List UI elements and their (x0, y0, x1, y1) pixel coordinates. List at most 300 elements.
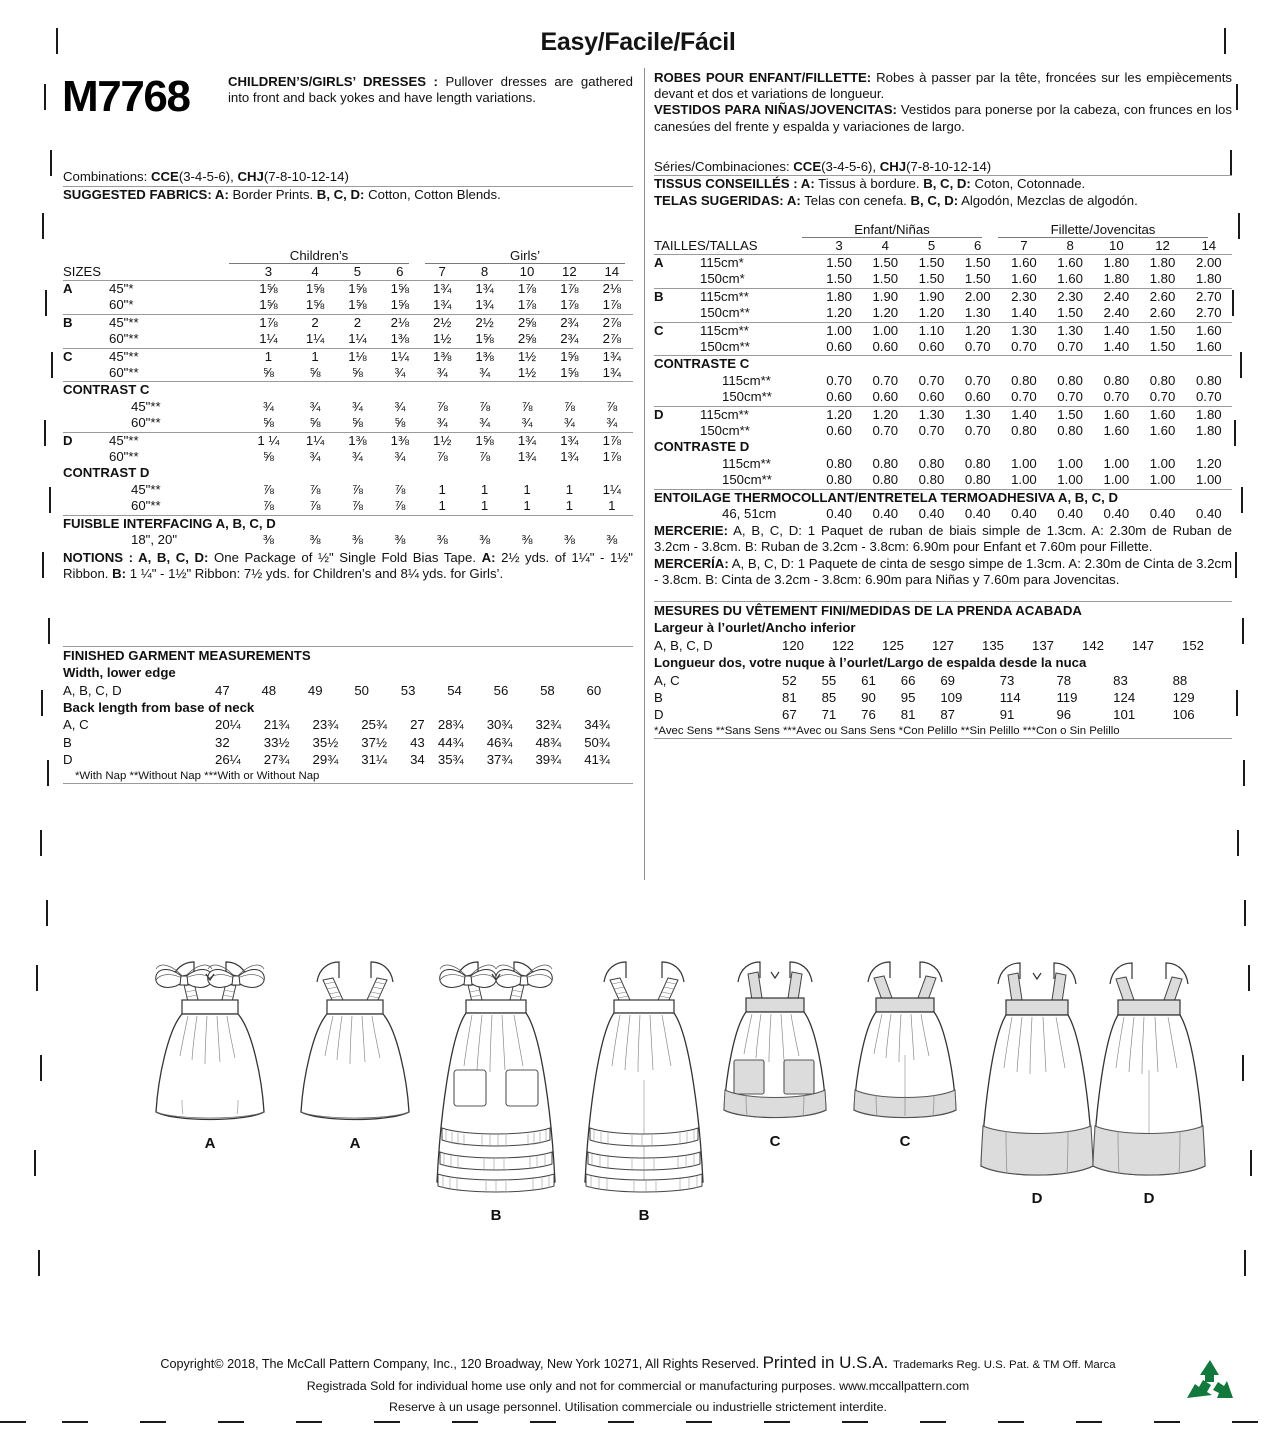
yardage-cell: 1.60 (1093, 406, 1139, 423)
fabric-width-label: 18", 20" (131, 532, 178, 548)
yardage-cell: 1¼ (379, 348, 421, 365)
fgm-cell: 114 (999, 689, 1021, 705)
registration-tick (1244, 1250, 1246, 1276)
crop-mark (608, 1421, 634, 1423)
merceria-body: A, B, C, D: 1 Paquete de cinta de sesgo simpe de 1.3cm. A: 2.30m de Cinta de 3.2cm - 3.8cm. B: Cinta de 3.2cm - 3.8cm: 6.90m para Niñas y 7.60m para Jovencitas. (654, 555, 1232, 588)
yardage-section-label: CONTRAST C (63, 382, 633, 399)
yardage-cell: ¾ (521, 415, 533, 431)
fabric-width-label: 60"** (109, 449, 139, 465)
fabric-width-label: 45"** (109, 314, 243, 331)
view-letter (63, 498, 109, 515)
fabric-width-label: 60"** (109, 365, 139, 381)
view-letter (63, 331, 109, 348)
view-letter (654, 423, 700, 439)
fgm-cell: 135 (982, 637, 1005, 653)
combination-chj: CHJ (237, 169, 264, 185)
fabric-width-label: 45"** (109, 348, 243, 365)
fabrics-bcd-text-fr: Coton, Cotonnade. (970, 176, 1086, 192)
yardage-cell: 1⅞ (602, 449, 621, 465)
fgm-sub-backlength-fr: Longueur dos, votre nuque à l’ourlet/Largo de espalda desde la nuca (654, 655, 1087, 671)
fabric-width-label: 45"* (109, 281, 243, 298)
fgm-cell: 27¾ (263, 752, 290, 768)
spanish-description (654, 102, 1232, 134)
crop-mark (764, 1421, 790, 1423)
yardage-cell: ¾ (351, 398, 363, 414)
fabric-width-label: 115cm** (700, 322, 816, 339)
yardage-cell: 1.00 (1103, 455, 1130, 471)
yardage-cell: 2¾ (560, 331, 579, 347)
yardage-cell: 0.70 (918, 423, 945, 439)
yardage-section-label: FUISBLE INTERFACING A, B, C, D (63, 515, 633, 532)
yardage-cell: 1.40 (1103, 339, 1130, 355)
yardage-cell: 1¼ (259, 331, 278, 347)
fgm-cell: 55 (821, 672, 837, 688)
fgm-cell: 90 (861, 689, 876, 705)
yardage-cell: 1 (523, 481, 531, 497)
french-description-text: Robes à passer par la tête, froncées sur les empiècements devant et dos et variations de longueur. (654, 70, 1232, 102)
yardage-cell: 2⅛ (591, 281, 633, 298)
yardage-cell: ⅞ (563, 398, 575, 414)
fgm-cell: 32¾ (535, 717, 562, 733)
yardage-cell: 1.30 (964, 305, 991, 321)
fgm-cell: 54 (447, 682, 462, 698)
english-description (228, 74, 633, 106)
fgm-cell: 147 (1132, 637, 1155, 653)
fgm-cell: 41¾ (584, 752, 610, 768)
yardage-cell: 1.00 (816, 322, 862, 339)
yardage-cell: 1.00 (1011, 472, 1037, 488)
registration-tick (41, 690, 43, 716)
yardage-cell: 0.80 (872, 455, 899, 471)
yardage-table-imperial (63, 264, 633, 549)
spanish-description-title: VESTIDOS PARA NIÑAS/JOVENCITAS: (654, 102, 897, 118)
crop-mark (140, 1421, 166, 1423)
yardage-cell: 1.80 (1093, 255, 1139, 272)
figure-label: B (638, 1207, 650, 1224)
fgm-cell: 124 (1113, 689, 1136, 705)
registration-tick (40, 1055, 42, 1081)
yardage-cell: 0.80 (964, 472, 991, 488)
fgm-cell: 88 (1172, 672, 1188, 688)
yardage-cell: 1.80 (1149, 271, 1176, 287)
crop-mark (920, 1421, 946, 1423)
sizes-label: TAILLES/TALLAS (654, 237, 758, 253)
yardage-cell: 1⅝ (548, 348, 590, 365)
yardage-cell: 1½ (506, 348, 548, 365)
yardage-cell: 1.50 (1139, 322, 1185, 339)
yardage-cell: 0.40 (1103, 506, 1130, 522)
yardage-cell: 1.90 (862, 288, 908, 305)
yardage-cell: ⅝ (351, 365, 363, 381)
yardage-cell: 1¼ (294, 432, 336, 449)
fabrics-title-fr: TISSUS CONSEILLÉS : (654, 176, 798, 192)
fgm-cell: 21¾ (263, 717, 290, 733)
view-letter (654, 373, 700, 389)
yardage-cell: 1 (438, 481, 446, 497)
fgm-cell: 83 (1113, 672, 1128, 688)
yardage-cell: ⅜ (394, 532, 406, 548)
yardage-cell: 0.80 (1195, 372, 1222, 388)
registration-tick (1236, 84, 1238, 110)
yardage-cell: ¾ (394, 398, 406, 414)
yardage-cell: ⅝ (262, 415, 274, 431)
trademark-text: Trademarks Reg. U.S. Pat. & TM Off. Marca (892, 1359, 1116, 1371)
crop-mark (998, 1421, 1024, 1423)
size-header-cell: 10 (519, 263, 535, 279)
yardage-cell: 1 (243, 348, 294, 365)
fgm-cell: 31¼ (361, 752, 387, 768)
sizes-label: SIZES (63, 263, 102, 279)
size-header-cell: 12 (562, 263, 577, 279)
yardage-cell: 1.60 (1149, 423, 1176, 439)
fabric-width-label: 45"** (109, 432, 243, 449)
yardage-cell: 1.20 (955, 322, 1001, 339)
yardage-cell: 1.30 (955, 406, 1001, 423)
combination-chj-sizes: (7-8-10-12-14) (263, 169, 349, 185)
yardage-cell: 1.00 (1057, 455, 1083, 471)
registration-tick (44, 420, 46, 446)
fgm-cell: 129 (1172, 689, 1195, 705)
yardage-cell: 2.70 (1186, 288, 1232, 305)
french-spanish-column (654, 70, 1232, 739)
spanish-description-text: Vestidos para ponerse por la cabeza, con frunces en los canesúes del frente y espalda y variaciones de largo. (654, 102, 1232, 134)
yardage-cell: 1⅝ (259, 297, 278, 313)
yardage-cell: 0.70 (964, 372, 991, 388)
yardage-section-row (63, 515, 633, 532)
yardage-cell: 0.70 (1057, 389, 1083, 405)
fgm-cell: 26¼ (215, 752, 241, 768)
yardage-cell: 1 (523, 498, 531, 514)
registration-tick (1243, 760, 1245, 786)
fabrics-bcd-text-es: Algodón, Mezclas de algodón. (958, 193, 1138, 208)
difficulty-label: Easy/Facile/Fácil (540, 28, 736, 56)
yardage-cell: ¾ (394, 365, 406, 381)
fabric-width-label: 115cm** (700, 406, 816, 423)
fabric-width-label: 150cm* (700, 271, 745, 287)
yardage-cell: 1.10 (908, 322, 954, 339)
yardage-cell: ⅝ (394, 415, 406, 431)
yardage-cell: 0.70 (918, 372, 945, 388)
fabric-width-label: 115cm** (722, 455, 771, 471)
fgm-cell: 46¾ (486, 734, 513, 750)
yardage-cell: 1.20 (1195, 455, 1222, 471)
registration-tick (51, 352, 53, 378)
fgm-row-label: A, B, C, D (63, 682, 122, 698)
yardage-cell: ⅞ (262, 481, 274, 497)
yardage-cell: 1.50 (872, 271, 899, 287)
view-letter (63, 532, 109, 548)
yardage-cell: 0.80 (826, 455, 852, 471)
yardage-cell: 1½ (433, 331, 452, 347)
fgm-width-table-fr (654, 637, 1232, 654)
yardage-cell: ¾ (479, 365, 491, 381)
fgm-sub-width: Width, lower edge (63, 665, 176, 681)
yardage-cell: ¾ (563, 415, 575, 431)
notions-abcd-text: One Package of ½" Single Fold Bias Tape. (208, 549, 482, 565)
fgm-cell: 34 (410, 752, 425, 768)
mercerie-fr (654, 523, 1232, 556)
yardage-cell: 0.60 (826, 339, 852, 355)
yardage-cell: 1.00 (1195, 472, 1222, 488)
fgm-cell: 78 (1056, 672, 1072, 688)
view-letter (654, 339, 700, 356)
view-letter: D (63, 432, 109, 449)
figure-label: D (1031, 1190, 1043, 1207)
size-header-cell: 5 (927, 237, 936, 253)
fabrics-bcd-text: Cotton, Cotton Blends. (364, 187, 501, 202)
yardage-cell: ⅜ (479, 532, 491, 548)
mercerie-body: A, B, C, D: 1 Paquet de ruban de biais simple de 1.3cm. A: 2.30m de Ruban de 3.2cm - 3.8cm. B: Ruban de 3.2cm - 3.8cm: 6.90m pour Enfant et 7.60m pour Fillette. (654, 522, 1232, 555)
yardage-cell: 1⅞ (506, 281, 548, 298)
fgm-row (654, 672, 1232, 689)
view-letter (63, 482, 109, 498)
yardage-cell: 1.40 (1093, 322, 1139, 339)
yardage-cell: 1.60 (1047, 255, 1093, 272)
fgm-cell: 27 (410, 717, 425, 733)
yardage-row (654, 339, 1232, 356)
yardage-row (63, 482, 633, 498)
yardage-table-metric-wrapper (654, 222, 1232, 523)
fgm-row-label: B (654, 689, 663, 705)
registration-tick (1242, 618, 1244, 644)
yardage-cell: 0.40 (964, 506, 991, 522)
english-description-text: Pullover dresses are gathered into front and back yokes and have length variations. (228, 74, 633, 106)
yardage-cell: 0.80 (872, 472, 899, 488)
fgm-length-table (63, 716, 633, 768)
divider-rule (654, 738, 1232, 739)
yardage-cell: 0.60 (872, 389, 899, 405)
view-letter (63, 449, 109, 465)
yardage-cell: 1¾ (506, 432, 548, 449)
view-letter (654, 472, 700, 489)
view-letter: C (63, 348, 109, 365)
yardage-cell: 1¾ (433, 297, 452, 313)
yardage-cell: 0.60 (918, 339, 945, 355)
yardage-cell: 2½ (421, 314, 463, 331)
combination-cce-sizes-fr: (3-4-5-6), (821, 158, 880, 174)
view-letter: B (63, 314, 109, 331)
yardage-cell: 1.80 (1195, 423, 1222, 439)
yardage-cell: ⅞ (394, 498, 406, 514)
yardage-cell: 1⅝ (463, 432, 505, 449)
yardage-cell: 1.50 (955, 255, 1001, 272)
crop-mark (530, 1421, 556, 1423)
fgm-cell: 152 (1182, 637, 1205, 653)
yardage-row (63, 449, 633, 465)
fgm-cell: 49 (307, 682, 323, 698)
yardage-cell: ⅞ (309, 498, 321, 514)
yardage-cell: ⅞ (479, 398, 491, 414)
yardage-cell: 1¾ (602, 365, 621, 381)
yardage-cell: 1⅛ (336, 348, 378, 365)
fgm-row-label: B (63, 734, 72, 750)
view-letter (654, 506, 700, 522)
yardage-cell: 1.00 (1011, 455, 1037, 471)
fgm-cell: 60 (586, 682, 602, 698)
fgm-cell: 33½ (263, 734, 290, 750)
fgm-cell: 32 (215, 734, 230, 750)
figure-a-back (301, 962, 409, 1152)
fgm-cell: 71 (821, 707, 837, 723)
fgm-cell: 137 (1032, 637, 1055, 653)
yardage-cell: 1⅞ (602, 297, 621, 313)
fabrics-a-label-es: A: (783, 193, 801, 208)
yardage-cell: 2⅞ (602, 331, 621, 347)
yardage-cell: ⅞ (309, 481, 321, 497)
yardage-cell: 1.80 (1139, 255, 1185, 272)
yardage-cell: 0.70 (1149, 389, 1176, 405)
yardage-cell: 2½ (463, 314, 505, 331)
fabric-width-label: 45"** (131, 398, 161, 414)
crop-mark (218, 1421, 244, 1423)
fabric-width-label: 150cm** (722, 472, 772, 488)
yardage-row (654, 406, 1232, 423)
yardage-cell: 2.40 (1093, 288, 1139, 305)
yardage-row (63, 432, 633, 449)
yardage-cell: 2 (336, 314, 378, 331)
yardage-cell: 0.80 (918, 455, 945, 471)
figure-b-back (585, 962, 703, 1224)
yardage-cell: 2⅛ (379, 314, 421, 331)
merceria-title: MERCERÍA: (654, 555, 729, 571)
yardage-cell: ⅜ (521, 532, 533, 548)
registration-tick (46, 900, 48, 926)
fgm-cell: 35¾ (437, 752, 464, 768)
yardage-row (654, 373, 1232, 389)
yardage-cell: 1⅝ (294, 281, 336, 298)
fgm-cell: 122 (832, 637, 855, 653)
yardage-row (654, 389, 1232, 406)
size-header-cell: 6 (396, 263, 404, 279)
yardage-cell: 0.60 (826, 423, 852, 439)
yardage-cell: 1¼ (348, 331, 367, 347)
registration-tick (42, 552, 44, 578)
yardage-row (654, 456, 1232, 472)
yardage-cell: 1.30 (1001, 322, 1047, 339)
figure-label: A (204, 1135, 216, 1152)
suggested-fabrics-fr (654, 176, 1232, 193)
yardage-cell: 0.80 (1011, 423, 1037, 439)
fgm-cell: 96 (1056, 707, 1072, 723)
fabric-width-label: 115cm* (700, 255, 816, 272)
french-description-title: ROBES POUR ENFANT/FILLETTE: (654, 70, 872, 85)
fabric-width-label: 150cm** (722, 389, 772, 405)
fgm-cell: 47 (215, 682, 230, 698)
yardage-section-row (63, 382, 633, 399)
registration-tick (1242, 1055, 1244, 1081)
fabric-width-label: 150cm** (700, 305, 750, 321)
yardage-header-row (654, 238, 1232, 255)
yardage-cell: 1½ (517, 365, 537, 381)
yardage-cell: 1.50 (862, 255, 908, 272)
fgm-cell: 37¾ (486, 752, 513, 768)
yardage-cell: ⅝ (262, 365, 274, 381)
fabric-width-label: 60"* (109, 297, 134, 313)
yardage-cell: 1.80 (816, 288, 862, 305)
yardage-cell: 1⅜ (379, 432, 421, 449)
yardage-cell: 0.70 (964, 339, 991, 355)
yardage-cell: 1.00 (862, 322, 908, 339)
yardage-cell: 1⅞ (517, 297, 537, 313)
registration-tick (1241, 487, 1243, 513)
combination-cce-fr: CCE (793, 158, 822, 174)
yardage-cell: 1 (608, 498, 616, 514)
yardage-cell: ¾ (309, 398, 321, 414)
garment-illustrations (60, 930, 1220, 1270)
fgm-footnote-en: *With Nap **Without Nap ***With or Without Nap (75, 769, 320, 782)
yardage-cell: 1⅜ (421, 348, 463, 365)
fabrics-a-text: Border Prints. (228, 187, 317, 202)
yardage-cell: 1⅝ (390, 297, 409, 313)
fgm-row-label: A, B, C, D (654, 637, 713, 653)
yardage-cell: 2.00 (1186, 255, 1232, 272)
size-header-cell: 6 (974, 237, 982, 253)
group-girls-label: Girls’ (509, 247, 541, 263)
yardage-cell: 1.80 (1195, 271, 1222, 287)
yardage-cell: 1.90 (908, 288, 954, 305)
size-header-cell: 7 (1020, 237, 1028, 253)
recycle-icon (1183, 1358, 1237, 1408)
crop-mark (1232, 1421, 1258, 1423)
fgm-cell: 52 (782, 672, 797, 688)
yardage-cell: 0.70 (1103, 389, 1130, 405)
yardage-cell: 1¾ (548, 432, 590, 449)
size-header-cell: 8 (1066, 237, 1074, 253)
fabrics-a-text-es: Telas con cenefa. (800, 193, 911, 208)
yardage-cell: 1 (438, 498, 446, 514)
fabric-width-label: 46, 51cm (722, 506, 777, 522)
yardage-cell: 2.30 (1001, 288, 1047, 305)
view-letter (63, 365, 109, 382)
crop-mark (374, 1421, 400, 1423)
view-letter: C (654, 322, 700, 339)
yardage-cell: 1.50 (964, 271, 991, 287)
column-divider (644, 68, 645, 880)
notions-en (63, 550, 633, 583)
yardage-cell: 0.70 (872, 423, 899, 439)
yardage-cell: 1⅞ (560, 297, 579, 313)
fgm-cell: 67 (782, 707, 797, 723)
registration-tick (1234, 420, 1236, 446)
fgm-cell: 76 (861, 707, 876, 723)
fabrics-a-label-fr: A: (797, 176, 815, 192)
group-children-label: Children’s (289, 247, 349, 263)
registration-tick (42, 213, 44, 239)
figure-d-front (981, 963, 1093, 1207)
yardage-row (654, 472, 1232, 489)
fgm-cell: 34¾ (584, 717, 610, 733)
notions-b-label: B: (112, 566, 127, 582)
yardage-cell: ¾ (436, 365, 448, 381)
yardage-cell: 2.00 (955, 288, 1001, 305)
size-header-cell: 4 (311, 263, 319, 279)
yardage-cell: 1.20 (862, 406, 908, 423)
yardage-section-label: CONTRASTE D (654, 439, 750, 455)
fabric-width-label: 60"** (131, 415, 161, 431)
yardage-row (654, 423, 1232, 439)
fgm-cell: 48 (261, 682, 277, 698)
size-header-cell: 14 (1201, 237, 1217, 253)
view-letter (654, 305, 700, 322)
yardage-cell: 1 (565, 498, 574, 514)
fgm-cell: 53 (400, 682, 416, 698)
yardage-cell: 0.70 (1057, 339, 1083, 355)
view-letter: B (654, 288, 700, 305)
yardage-cell: ¾ (351, 449, 363, 465)
yardage-cell: 1⅝ (348, 297, 367, 313)
english-column (63, 74, 633, 784)
yardage-cell: ⅝ (309, 365, 321, 381)
